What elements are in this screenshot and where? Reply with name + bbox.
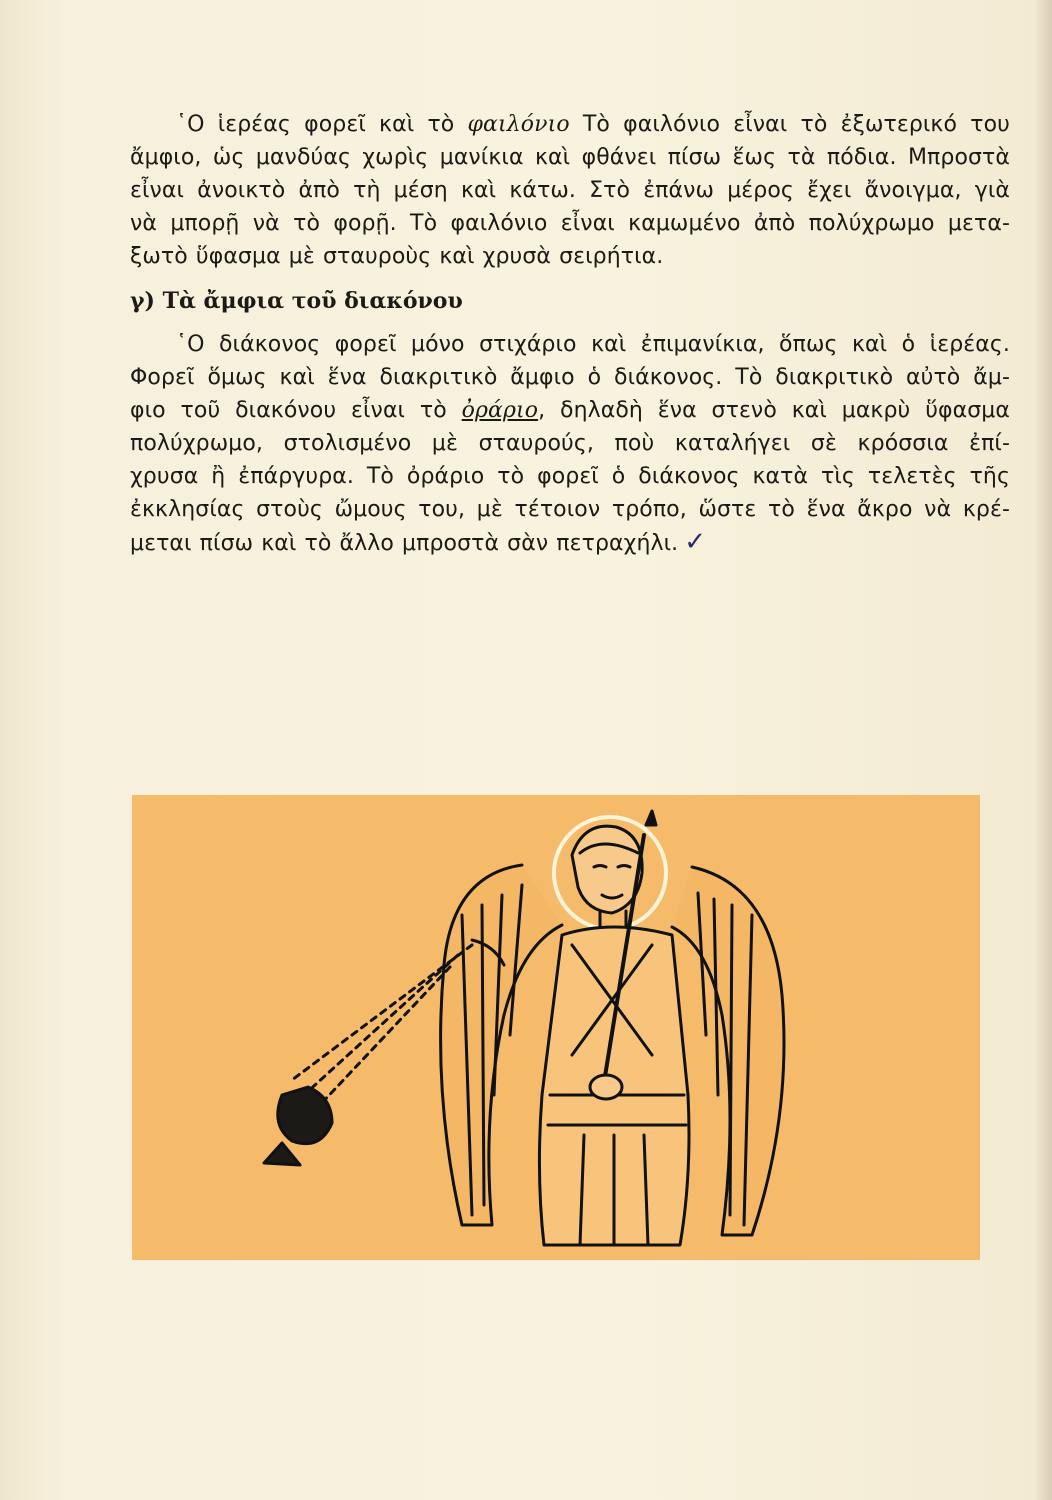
paragraph-line bbox=[130, 526, 1010, 560]
paragraph-line bbox=[130, 394, 1010, 427]
text-run: Τὸ φαιλόνιο εἶναι τὸ ἐξωτερικό του bbox=[569, 112, 1010, 137]
angel-illustration bbox=[132, 795, 980, 1260]
paragraph-line: Φορεῖ ὅμως καὶ ἕνα διακριτικὸ ἄμφιο ὁ διάκονος. Τὸ διακριτικὸ αὐτὸ ἄμ- bbox=[130, 365, 1010, 390]
paragraph-line: ξωτὸ ὕφασμα μὲ σταυροὺς καὶ χρυσὰ σειρήτια. bbox=[130, 244, 664, 269]
paragraph-line: ῾Ο διάκονος φορεῖ μόνο στιχάριο καὶ ἐπιμανίκια, ὅπως καὶ ὁ ἱερέας. bbox=[176, 332, 1010, 357]
censer-icon bbox=[278, 1087, 332, 1144]
paragraph-phelonion bbox=[130, 108, 1010, 273]
angel-drawing bbox=[132, 795, 980, 1260]
section-heading: γ) Τὰ ἄμφια τοῦ διακόνου bbox=[130, 288, 463, 314]
paragraph-deacon bbox=[130, 328, 1010, 560]
italic-term: ὀράριο bbox=[461, 398, 539, 423]
paragraph-line: χρυσα ἢ ἐπάργυρα. Τὸ ὀράριο τὸ φορεῖ ὁ διάκονος κατὰ τὶς τελετὲς τῆς bbox=[130, 464, 1010, 489]
paragraph-line: πολύχρωμο, στολισμένο μὲ σταυρούς, ποὺ καταλήγει σὲ κρόσσια ἐπί- bbox=[130, 431, 1010, 456]
paragraph-line: ἐκκλησίας στοὺς ὤμους του, μὲ τέτοιον τρόπο, ὥστε τὸ ἕνα ἄκρο νὰ κρέ- bbox=[130, 497, 1010, 522]
text-run: , δηλαδὴ ἕνα στενὸ καὶ μακρὺ ὕφασμα bbox=[538, 398, 1010, 423]
text-block bbox=[130, 108, 1010, 560]
text-run: φιο τοῦ διακόνου εἶναι τὸ bbox=[130, 398, 462, 423]
text-run: ῾Ο ἱερέας φορεῖ καὶ τὸ bbox=[176, 112, 468, 137]
check-mark-icon: ✓ bbox=[684, 527, 707, 557]
paragraph-line bbox=[130, 108, 1010, 141]
paragraph-line: νὰ μπορῇ νὰ τὸ φορῇ. Τὸ φαιλόνιο εἶναι καμωμένο ἀπὸ πολύχρωμο μετα- bbox=[130, 211, 1010, 236]
italic-term: φαιλόνιο bbox=[467, 112, 570, 137]
paragraph-line: ἄμφιο, ὡς μανδύας χωρὶς μανίκια καὶ φθάνει πίσω ἕως τὰ πόδια. Μπροστὰ bbox=[130, 145, 1010, 170]
text-run: μεται πίσω καὶ τὸ ἄλλο μπροστὰ σὰν πετραχήλι. bbox=[130, 531, 679, 556]
paragraph-line: εἶναι ἀνοικτὸ ἀπὸ τὴ μέση καὶ κάτω. Στὸ ἐπάνω μέρος ἔχει ἄνοιγμα, γιὰ bbox=[130, 178, 1010, 203]
